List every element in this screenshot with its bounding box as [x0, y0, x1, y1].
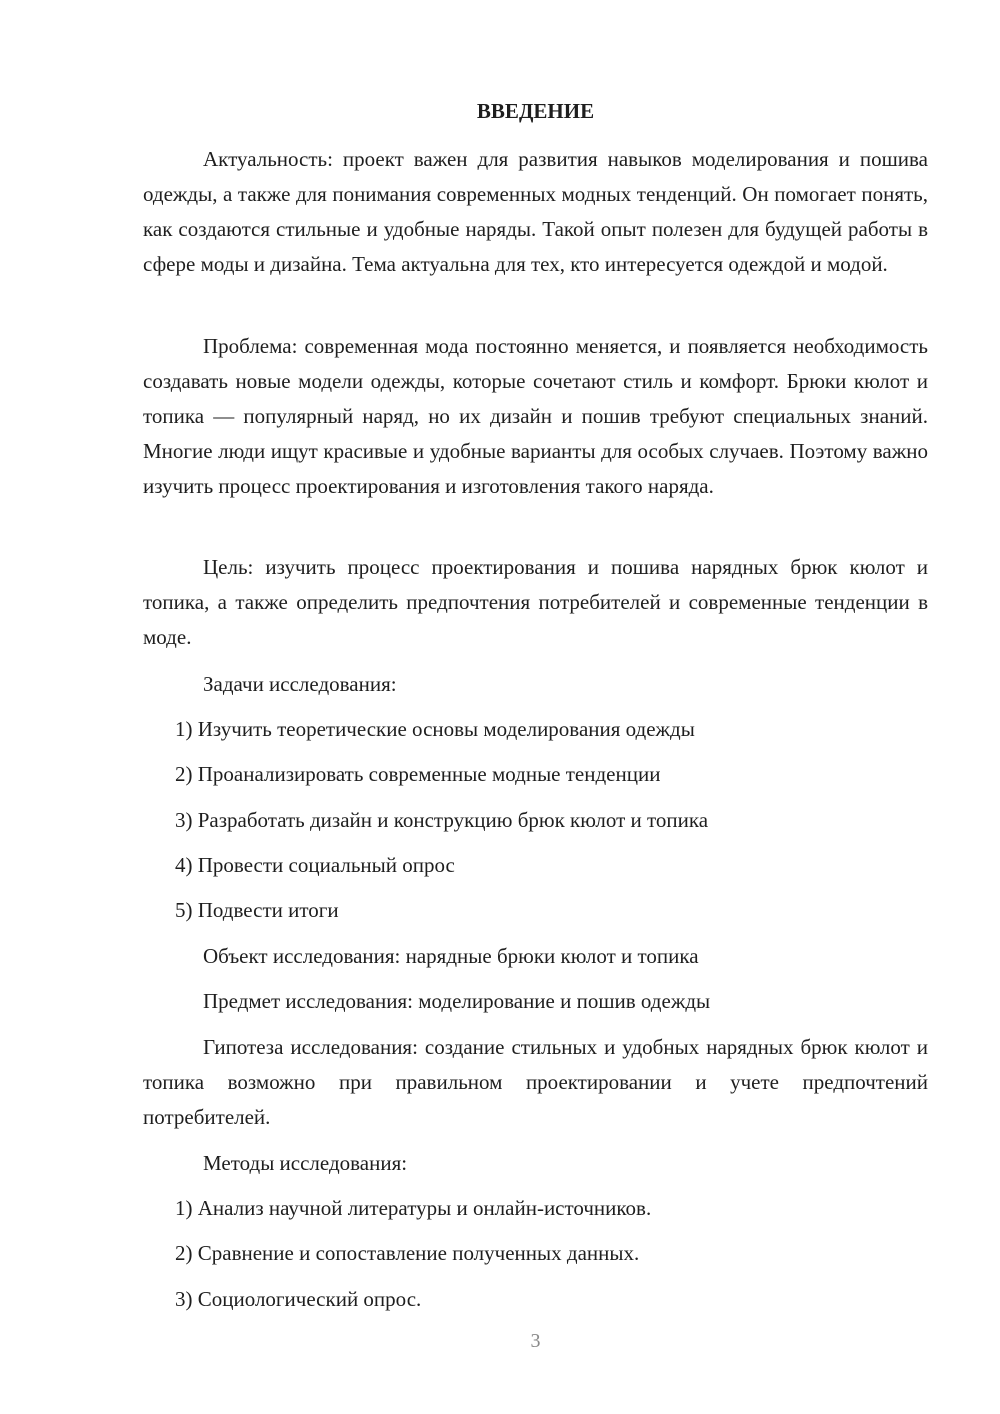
- goal-paragraph: Цель: изучить процесс проектирования и пошива нарядных брюк кюлот и топика, а также определить предпочтения потребителей и современные тенденции в моде.: [143, 555, 928, 649]
- method-item: 2) Сравнение и сопоставление полученных данных.: [175, 1241, 640, 1265]
- method-item: 1) Анализ научной литературы и онлайн-источников.: [175, 1196, 652, 1220]
- task-item: 1) Изучить теоретические основы моделирования одежды: [175, 717, 695, 741]
- research-object: Объект исследования: нарядные брюки кюлот и топика: [203, 944, 699, 968]
- task-item: 3) Разработать дизайн и конструкцию брюк кюлот и топика: [175, 808, 709, 832]
- hypothesis-paragraph: Гипотеза исследования: создание стильных и удобных нарядных брюк кюлот и топика возможно при правильном проектировании и учете предпочтений потребителей.: [143, 1035, 928, 1129]
- research-subject: Предмет исследования: моделирование и пошив одежды: [203, 989, 711, 1013]
- task-item: 4) Провести социальный опрос: [175, 853, 455, 877]
- task-item: 5) Подвести итоги: [175, 898, 339, 922]
- tasks-heading: Задачи исследования:: [203, 672, 397, 696]
- method-item: 3) Социологический опрос.: [175, 1287, 422, 1311]
- methods-heading: Методы исследования:: [203, 1151, 408, 1175]
- page-number: 3: [530, 1330, 541, 1352]
- problem-paragraph: Проблема: современная мода постоянно меняется, и появляется необходимость создавать новые модели одежды, которые сочетают стиль и комфорт. Брюки кюлот и топика — популярный наряд, но их дизайн и пошив требуют специальных знаний. Многие люди ищут красивые и удобные варианты для особых случаев. Поэтому важно изучить процесс проектирования и изготовления такого наряда.: [143, 334, 928, 498]
- task-item: 2) Проанализировать современные модные тенденции: [175, 762, 661, 786]
- page-title: ВВЕДЕНИЕ: [476, 99, 595, 123]
- relevance-paragraph: Актуальность: проект важен для развития навыков моделирования и пошива одежды, а также для понимания современных модных тенденций. Он помогает понять, как создаются стильные и удобные наряды. Такой опыт полезен для будущей работы в сфере моды и дизайна. Тема актуальна для тех, кто интересуется одеждой и модой.: [143, 147, 928, 276]
